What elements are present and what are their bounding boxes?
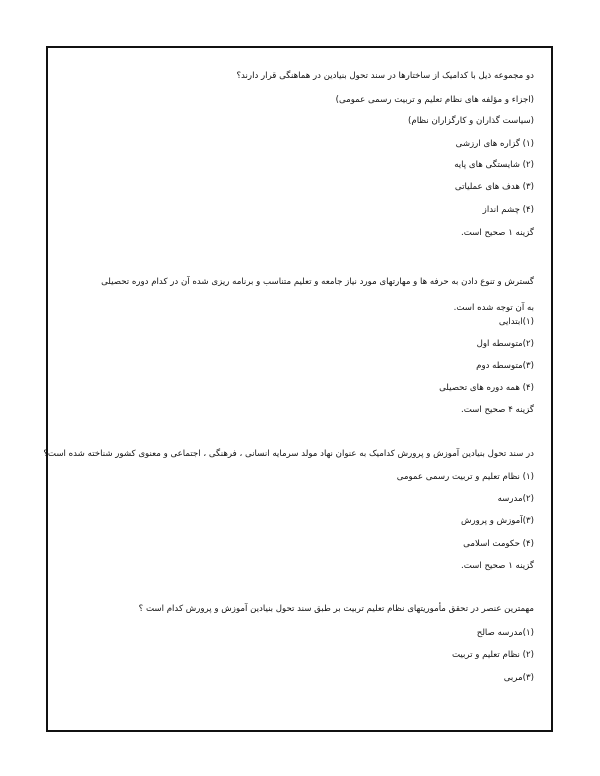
- question-3-option-4: (۴) حکومت اسلامی: [463, 539, 534, 549]
- question-3-option-3: (۳)آموزش و پرورش: [461, 516, 534, 526]
- question-2-option-4: (۴) همه دوره های تحصیلی: [439, 383, 534, 393]
- question-2-option-2: (۲)متوسطه اول: [476, 339, 534, 349]
- question-3-text: در سند تحول بنیادین آموزش و پرورش کدامیک به عنوان نهاد مولد سرمایه انسانی ، فرهنگی ، اجتماعی و معنوی کشور شناخته شده است؟: [43, 449, 534, 459]
- question-2-answer: گزینه ۴ صحیح است.: [460, 405, 534, 415]
- question-4-option-1: (۱)مدرسه صالح: [476, 628, 534, 638]
- question-1-text: دو مجموعه ذیل با کدامیک از ساختارها در سند تحول بنیادین در هماهنگی قرار دارند؟: [236, 71, 534, 81]
- question-2-option-3: (۳)متوسطه دوم: [476, 361, 534, 371]
- question-2-text: گسترش و تنوع دادن به حرفه ها و مهارتهای مورد نیاز جامعه و تعلیم متناسب و برنامه ریزی شده آن در کدام دوره تحصیلی به آن توجه شده است.: [101, 277, 534, 313]
- question-3-option-1: (۱) نظام تعلیم و تربیت رسمی عمومی: [396, 472, 534, 482]
- question-2-option-1: (۱)ابتدایی: [498, 317, 534, 327]
- question-4-option-3: (۳)مربی: [503, 673, 534, 683]
- question-1-line-1: (اجزاء و مؤلفه های نظام تعلیم و تربیت رسمی عمومی): [335, 95, 534, 105]
- question-1-option-4: (۴) چشم انداز: [482, 205, 534, 215]
- question-1-option-1: (۱) گزاره های ارزشی: [455, 139, 534, 149]
- question-4-text: مهمترین عنصر در تحقق مأموریتهای نظام تعلیم تربیت بر طبق سند تحول بنیادین آموزش و پرورش کدام است ؟: [138, 604, 534, 614]
- question-1-option-3: (۳) هدف های عملیاتی: [454, 182, 534, 192]
- question-4-option-2: (۲) نظام تعلیم و تربیت: [451, 650, 534, 660]
- question-1-answer: گزینه ۱ صحیح است.: [460, 228, 534, 238]
- question-3-answer: گزینه ۱ صحیح است.: [460, 561, 534, 571]
- question-3-option-2: (۲)مدرسه: [497, 494, 534, 504]
- question-1-line-2: (سیاست گذاران و کارگزاران نظام): [408, 116, 534, 126]
- question-1-option-2: (۲) شایستگی های پایه: [454, 160, 534, 170]
